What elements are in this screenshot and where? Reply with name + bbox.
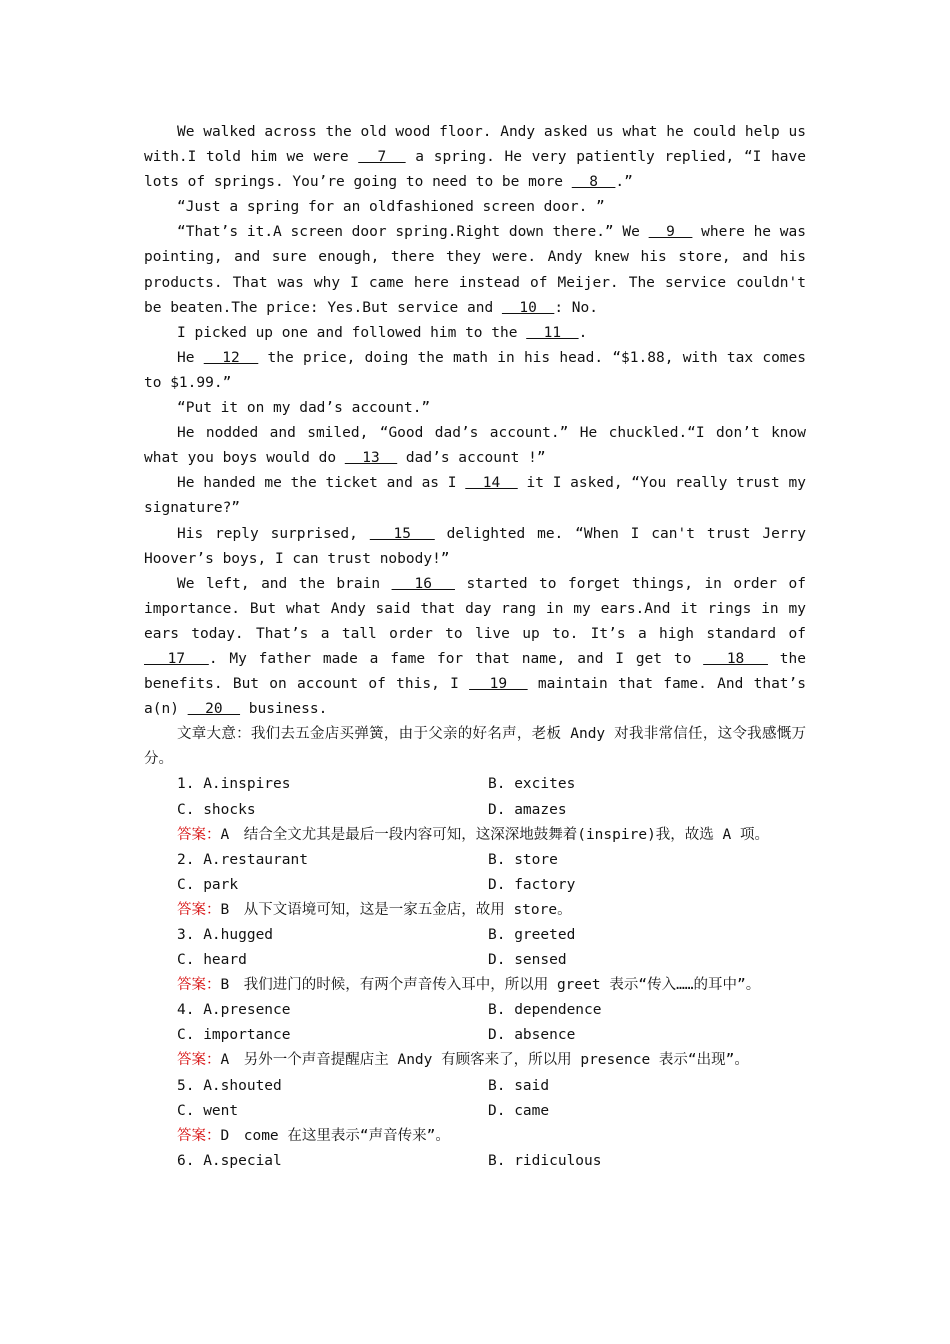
answer-text: A 另外一个声音提醒店主 Andy 有顾客来了，所以用 presence 表示“出现”。 (220, 1052, 749, 1069)
option-d: D. amazes (488, 801, 567, 818)
passage-paragraph (144, 220, 806, 320)
passage-paragraph (144, 421, 806, 471)
option-c: C. importance (177, 1027, 291, 1044)
question-item (144, 998, 806, 1073)
answer-explanation (144, 1124, 806, 1149)
answer-blank: 19 (469, 676, 528, 693)
option-b: B. greeted (488, 927, 576, 943)
option-row (144, 798, 806, 823)
passage (144, 120, 806, 772)
passage-paragraph (144, 396, 806, 421)
option-row (144, 923, 806, 948)
passage-paragraph (144, 321, 806, 346)
passage-text: business. (240, 701, 328, 718)
answer-blank: 8 (571, 174, 616, 191)
option-row (144, 848, 806, 873)
option-a: 2. A.restaurant (177, 851, 308, 868)
passage-text: He handed me the ticket and as I (177, 475, 466, 492)
option-a: 4. A.presence (177, 1002, 291, 1019)
answer-blank: 17 (144, 650, 209, 667)
answer-text: A 结合全文尤其是最后一段内容可知，这深深地鼓舞着(inspire)我，故选 A 项。 (220, 826, 769, 843)
passage-paragraph (144, 522, 806, 572)
passage-text: “Just a spring for an oldfashioned screen door. ” (177, 199, 605, 216)
option-d: D. factory (488, 876, 576, 893)
option-a: 6. A.special (177, 1152, 282, 1169)
answer-blank: 16 (391, 575, 455, 592)
passage-paragraph (144, 471, 806, 521)
option-b: B. store (488, 851, 558, 868)
option-a: 5. A.shouted (177, 1077, 282, 1094)
passage-text: dad’s account !” (397, 450, 546, 467)
question-item (144, 1149, 806, 1174)
passage-text: it I asked, “You really trust my signature?” (144, 475, 806, 517)
question-item (144, 923, 806, 998)
answer-text: B 从下文语境可知，这是一家五金店，故用 store。 (220, 901, 572, 918)
question-item (144, 848, 806, 923)
passage-paragraph (144, 346, 806, 396)
answer-explanation (144, 1048, 806, 1073)
passage-text: . My father made a fame for that name, and I get to (208, 650, 704, 667)
option-b: B. said (488, 1077, 550, 1094)
passage-text: We walked across the old wood floor. Andy asked us what he could help us with.I told him we were (144, 124, 806, 166)
option-c: C. went (177, 1102, 239, 1119)
option-d: D. sensed (488, 952, 567, 969)
option-b: B. ridiculous (488, 1152, 602, 1169)
passage-text: “Put it on my dad’s account.” (177, 400, 431, 417)
option-c: C. park (177, 876, 239, 893)
answer-text: B 我们进门的时候，有两个声音传入耳中，所以用 greet 表示“传入……的耳中”。 (220, 977, 761, 994)
option-c: C. shocks (177, 801, 256, 818)
passage-text: . (578, 324, 588, 341)
passage-paragraph (144, 572, 806, 723)
answer-explanation (144, 898, 806, 923)
passage-text: the price, doing the math in his head. “$1.88, with tax comes to $1.99.” (144, 349, 806, 391)
option-row (144, 1023, 806, 1048)
passage-text: We left, and the brain (177, 575, 392, 592)
option-row (144, 948, 806, 973)
answer-blank: 14 (465, 475, 518, 492)
answer-blank: 20 (187, 701, 241, 718)
passage-paragraph (144, 195, 806, 220)
option-row (144, 1074, 806, 1099)
answer-text: D come 在这里表示“声音传来”。 (220, 1127, 450, 1144)
option-row (144, 1149, 806, 1174)
passage-text: I picked up one and followed him to the (177, 324, 527, 341)
question-list (144, 772, 806, 1174)
option-row (144, 772, 806, 797)
question-item (144, 1074, 806, 1149)
answer-blank: 13 (344, 450, 398, 467)
answer-explanation (144, 823, 806, 848)
passage-paragraph (144, 120, 806, 195)
passage-summary (144, 722, 806, 772)
answer-blank: 15 (369, 525, 435, 542)
passage-text: He nodded and smiled, “Good dad’s account.” He chuckled.“I don’t know what you boys would do (144, 425, 806, 467)
answer-label: 答案： (177, 901, 221, 918)
passage-text: delighted me. “When I can't trust Jerry Hoover’s boys, I can trust nobody!” (144, 525, 806, 567)
option-b: B. dependence (488, 1002, 602, 1019)
answer-label: 答案： (177, 977, 221, 994)
question-item (144, 772, 806, 847)
option-row (144, 998, 806, 1023)
passage-text: started to forget things, in order of importance. But what Andy said that day rang in my ears.And it rings in my ears today. That’s a tall order to live up to. It’s a high standard of (144, 575, 806, 642)
passage-text: the benefits. But on account of this, I (144, 650, 806, 693)
passage-text: where he was pointing, and sure enough, there they were. Andy knew his store, and his products. That was why I came here instead of Meijer. The service couldn't be beaten.The price: Yes.But service and (144, 224, 806, 316)
answer-blank: 10 (501, 299, 555, 316)
answer-blank: 12 (203, 349, 259, 366)
document-page (144, 120, 806, 1174)
answer-label: 答案： (177, 1127, 221, 1144)
option-row (144, 873, 806, 898)
answer-blank: 18 (703, 650, 768, 667)
answer-blank: 9 (648, 224, 693, 241)
option-a: 1. A.inspires (177, 776, 291, 793)
option-a: 3. A.hugged (177, 927, 274, 943)
option-d: D. came (488, 1102, 550, 1119)
passage-text: “That’s it.A screen door spring.Right down there.” We (177, 224, 649, 241)
answer-blank: 11 (526, 324, 579, 341)
passage-text: 文章大意：我们去五金店买弹簧，由于父亲的好名声，老板 Andy 对我非常信任，这令我感慨万分。 (144, 726, 806, 768)
passage-text: .” (615, 174, 633, 191)
option-b: B. excites (488, 776, 576, 793)
passage-text: a spring. He very patiently replied, “I have lots of springs. You’re going to need to be more (144, 149, 807, 191)
passage-text: He (177, 349, 204, 366)
option-row (144, 1099, 806, 1124)
passage-text: : No. (554, 299, 598, 316)
passage-text: His reply surprised, (177, 525, 370, 542)
option-d: D. absence (488, 1027, 576, 1044)
passage-text: maintain that fame. And that’s a(n) (144, 676, 806, 718)
answer-blank: 7 (358, 149, 406, 166)
answer-label: 答案： (177, 826, 221, 843)
answer-explanation (144, 973, 806, 998)
answer-label: 答案： (177, 1052, 221, 1069)
option-c: C. heard (177, 952, 247, 969)
